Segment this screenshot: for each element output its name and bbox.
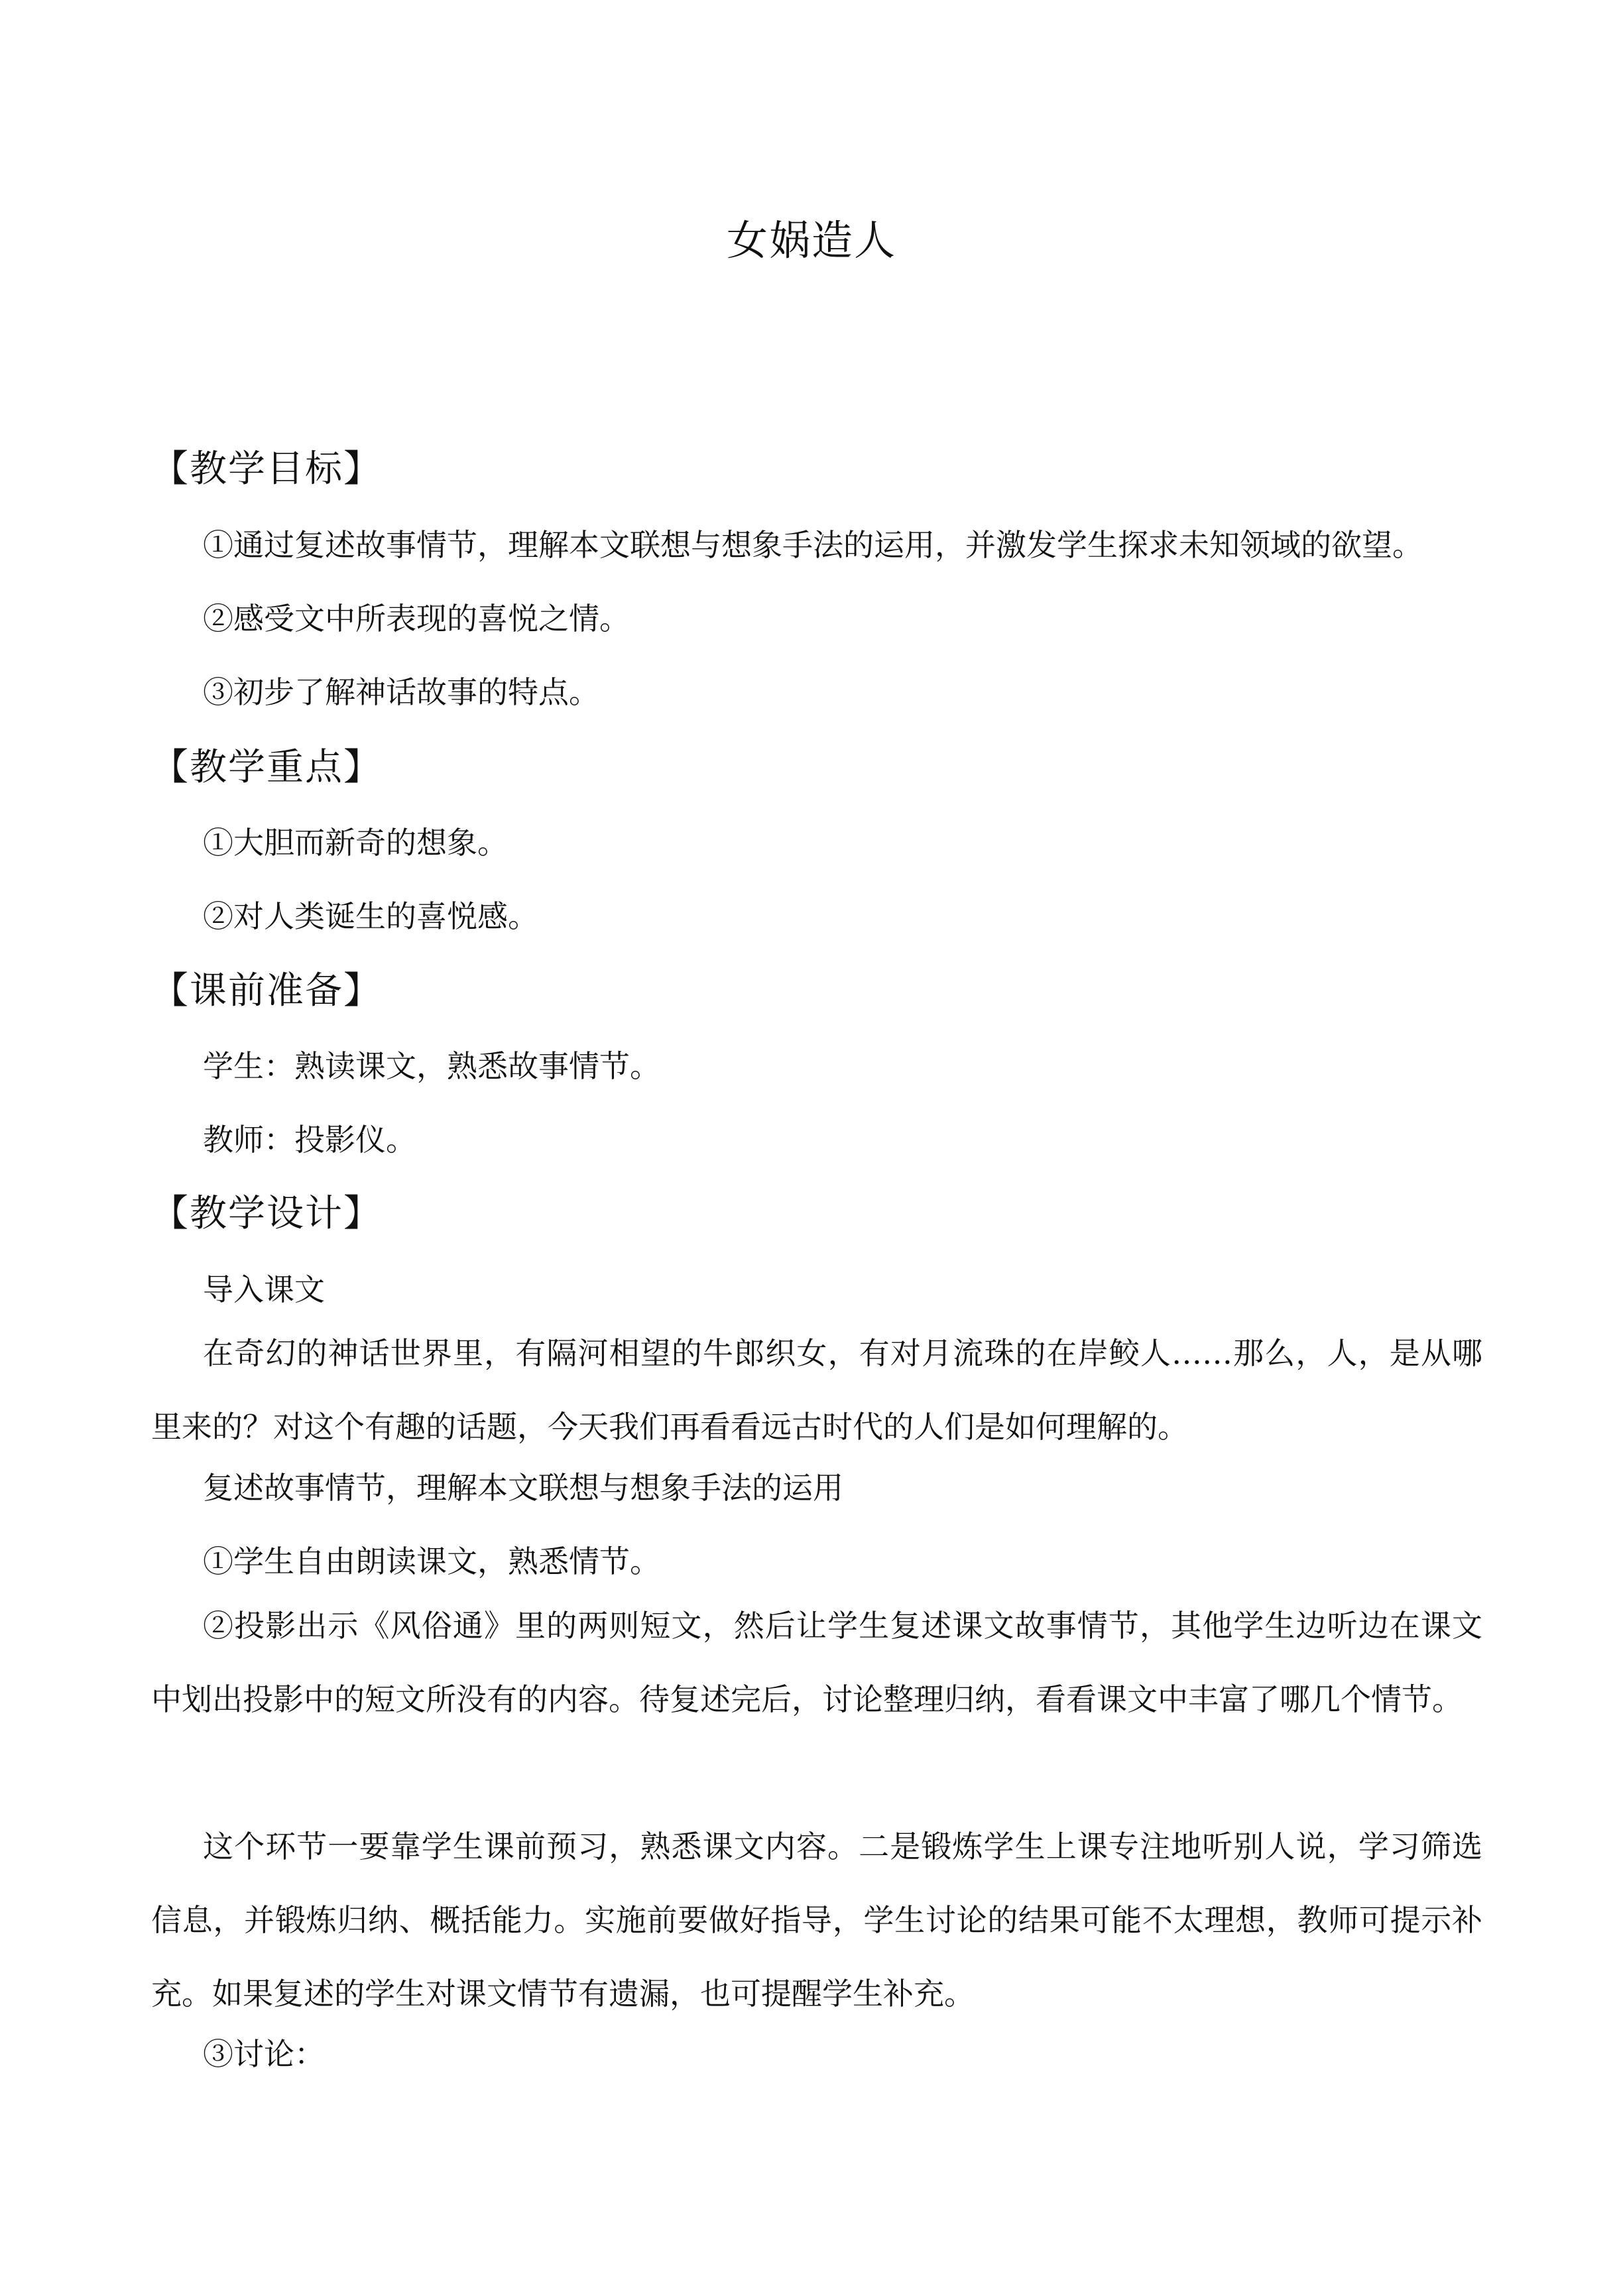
- step-3: ③讨论：: [203, 2036, 325, 2072]
- preparation-students: 学生：熟读课文，熟悉故事情节。: [203, 1048, 660, 1084]
- intro-paragraph: 在奇幻的神话世界里，有隔河相望的牛郎织女，有对月流珠的在岸鲛人……那么，人，是从哪里来的？对这个有趣的话题，今天我们再看看远古时代的人们是如何理解的。: [151, 1335, 1482, 1445]
- key-point-item-1: ①大胆而新奇的想象。: [203, 825, 508, 861]
- step-2-paragraph: ②投影出示《风俗通》里的两则短文，然后让学生复述课文故事情节，其他学生边听边在课文中划出投影中的短文所没有的内容。待复述完后，讨论整理归纳，看看课文中丰富了哪几个情节。: [151, 1608, 1482, 1717]
- key-point-item-2: ②对人类诞生的喜悦感。: [203, 898, 538, 934]
- key-points-heading: 【教学重点】: [151, 746, 382, 789]
- page-title: 女娲造人: [726, 216, 896, 265]
- retell-label: 复述故事情节，理解本文联想与想象手法的运用: [203, 1470, 843, 1506]
- intro-label: 导入课文: [203, 1272, 325, 1307]
- objective-item-2: ②感受文中所表现的喜悦之情。: [203, 601, 630, 636]
- objective-item-3: ③初步了解神话故事的特点。: [203, 674, 599, 710]
- note-paragraph: 这个环节一要靠学生课前预习，熟悉课文内容。二是锻炼学生上课专注地听别人说，学习筛选信息，并锻炼归纳、概括能力。实施前要做好指导，学生讨论的结果可能不太理想，教师可提示补充。如果复述的学生对课文情节有遗漏，也可提醒学生补充。: [151, 1829, 1482, 2012]
- preparation-heading: 【课前准备】: [151, 969, 382, 1012]
- objectives-heading: 【教学目标】: [151, 448, 382, 491]
- preparation-teacher: 教师：投影仪。: [203, 1122, 416, 1158]
- objective-item-1: ①通过复述故事情节，理解本文联想与想象手法的运用，并激发学生探求未知领域的欲望。: [203, 527, 1423, 563]
- step-1: ①学生自由朗读课文，熟悉情节。: [203, 1543, 660, 1579]
- design-heading: 【教学设计】: [151, 1192, 382, 1235]
